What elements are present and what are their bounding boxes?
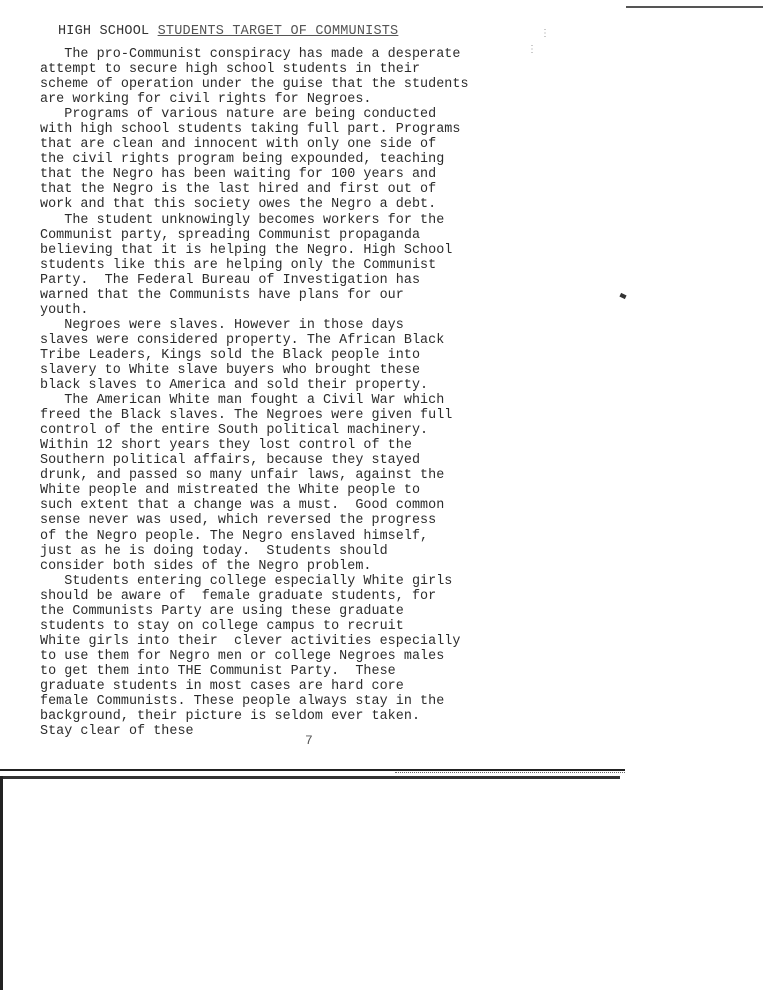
bottom-heavy-rule [0,776,620,779]
text-line: consider both sides of the Negro problem. [40,558,372,574]
bottom-dotted-rule [395,772,625,773]
text-line: The pro-Communist conspiracy has made a desperate [40,47,461,62]
text-line: should be aware of female graduate students, for [40,588,437,604]
top-edge-rule [626,6,763,8]
text-line: female Communists. These people always stay in the [40,694,445,710]
text-line: work and that this society owes the Negro a debt. [40,197,437,213]
bottom-rule [0,769,625,771]
text-line: The American White man fought a Civil War which [40,393,445,409]
text-line: graduate students in most cases are hard core [40,678,404,694]
text-line: freed the Black slaves. The Negroes were given full [40,408,453,424]
text-line: Negroes were slaves. However in those days [40,317,404,333]
text-line: that are clean and innocent with only one side of [40,137,437,153]
stray-mark [619,293,626,299]
text-line: black slaves to America and sold their property. [40,378,429,394]
text-line: drunk, and passed so many unfair laws, against the [40,468,445,484]
text-line: the civil rights program being expounded, teaching [40,152,445,168]
text-line: Stay clear of these [40,724,194,740]
text-line: White people and mistreated the White people to [40,483,421,499]
text-line: Party. The Federal Bureau of Investigation has [40,272,421,288]
text-line: youth. [40,302,89,318]
text-line: warned that the Communists have plans for our [40,287,404,303]
text-line: White girls into their clever activities especially [40,633,461,649]
text-line: Students entering college especially White girls [40,573,453,589]
text-line: background, their picture is seldom ever taken. [40,709,421,725]
text-line: to use them for Negro men or college Negroes males [40,648,445,664]
text-line: slavery to White slave buyers who brought these [40,362,421,378]
text-line: with high school students taking full part. Programs [40,122,461,138]
text-line: that the Negro is the last hired and first out of [40,182,437,198]
text-line: Communist party, spreading Communist propaganda [40,227,421,243]
text-line: Programs of various nature are being conducted [40,107,437,123]
text-line: just as he is doing today. Students should [40,543,388,559]
text-line: Tribe Leaders, Kings sold the Black people into [40,347,421,363]
text-line: control of the entire South political machinery. [40,423,429,439]
text-line: such extent that a change was a must. Good common [40,498,445,514]
text-line: to get them into THE Communist Party. These [40,663,396,679]
text-line: believing that it is helping the Negro. High School [40,242,453,258]
text-line: scheme of operation under the guise that the students [40,77,469,93]
text-line: are working for civil rights for Negroes. [40,92,372,108]
margin-speck: ⋮ [527,45,537,56]
text-line: that the Negro has been waiting for 100 years and [40,167,437,183]
text-line: slaves were considered property. The African Black [40,332,445,348]
text-line: Within 12 short years they lost control of the [40,438,412,454]
title-prefix: HIGH SCHOOL [58,24,158,39]
text-line: students to stay on college campus to recruit [40,618,404,634]
text-line: attempt to secure high school students in their [40,62,421,78]
title-underlined: STUDENTS TARGET OF COMMUNISTS [157,24,399,39]
text-line: of the Negro people. The Negro enslaved himself, [40,528,429,544]
text-line: Southern political affairs, because they stayed [40,453,421,469]
margin-speck: ⋮ [540,29,550,40]
text-line: the Communists Party are using these graduate [40,603,404,619]
text-line: The student unknowingly becomes workers for the [40,212,445,228]
text-line: students like this are helping only the Communist [40,257,437,273]
body-text [40,47,540,739]
document-title [58,24,398,39]
left-edge-bracket [0,776,3,990]
page-number: 7 [305,733,313,748]
text-line: sense never was used, which reversed the progress [40,513,437,529]
